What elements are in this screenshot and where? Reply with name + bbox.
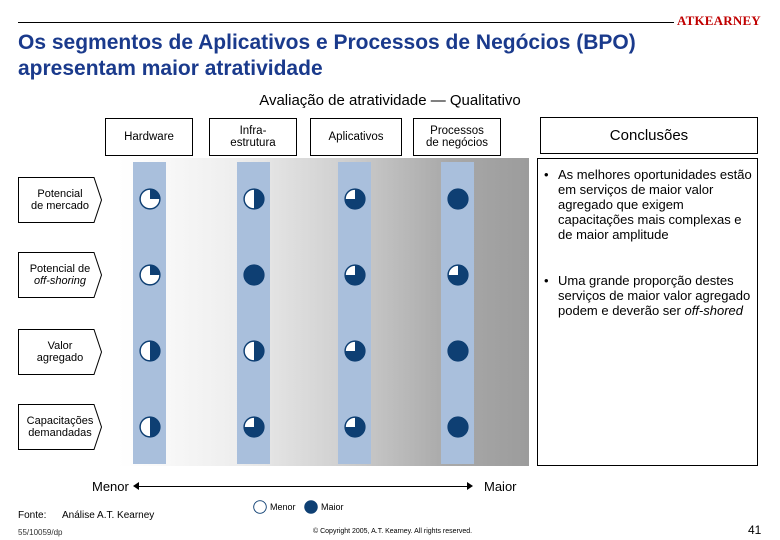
harvey-ball-icon [139, 264, 161, 286]
harvey-ball-icon [447, 340, 469, 362]
page-number: 41 [748, 523, 762, 537]
conclusion-text: Uma grande proporção destes serviços de maior valor agregado podem e deverão ser off-shored [558, 273, 751, 318]
row-label-off-shoring [18, 252, 102, 298]
row-label-valor-agregado [18, 329, 102, 375]
conclusions-box [537, 158, 758, 466]
legend-high-label: Maior [321, 502, 344, 512]
column-header-label: Infra- estrutura [230, 125, 276, 149]
company-logo: ATKEARNEY [677, 13, 761, 28]
harvey-ball-icon [447, 416, 469, 438]
document-code: 55/10059/dp [18, 528, 63, 537]
harvey-ball-icon [139, 416, 161, 438]
bullet-dot: • [544, 273, 549, 288]
harvey-ball-icon [243, 340, 265, 362]
source-value: Análise A.T. Kearney [62, 510, 155, 521]
column-header-hardware [105, 118, 193, 156]
row-label-text: Potencial de mercado [30, 188, 90, 212]
column-header-aplicativos [310, 118, 402, 156]
harvey-ball-icon [243, 188, 265, 210]
conclusion-bullet [544, 167, 754, 242]
harvey-ball-icon [447, 188, 469, 210]
header-rule [18, 22, 674, 23]
legend-empty-ball-icon [253, 500, 267, 514]
page-subtitle: Avaliação de atratividade — Qualitativo [259, 92, 521, 109]
attractiveness-axis [137, 486, 469, 487]
harvey-ball-icon [344, 188, 366, 210]
page-title: Os segmentos de Aplicativos e Processos de Negócios (BPO) apresentam maior atratividade [18, 31, 636, 80]
row-label-capacitacoes [18, 404, 102, 450]
harvey-ball-icon [139, 188, 161, 210]
bullet-dot: • [544, 167, 549, 182]
column-header-label: Processos de negócios [425, 125, 489, 149]
axis-label-high: Maior [484, 479, 517, 494]
column-header-label: Aplicativos [328, 131, 384, 143]
harvey-ball-icon [344, 340, 366, 362]
column-header-processos [413, 118, 501, 156]
row-label-potencial-mercado [18, 177, 102, 223]
row-label-text: Capacitações demandadas [26, 415, 94, 439]
conclusions-header: Conclusões [540, 117, 758, 154]
harvey-ball-icon [344, 416, 366, 438]
column-header-label: Hardware [124, 131, 174, 143]
arrow-right-icon [467, 482, 473, 490]
harvey-ball-icon [139, 340, 161, 362]
harvey-ball-icon [243, 264, 265, 286]
conclusion-bullet [544, 273, 754, 318]
source-label: Fonte: [18, 510, 47, 521]
legend-full-ball-icon [304, 500, 318, 514]
harvey-ball-icon [447, 264, 469, 286]
row-label-text: Potencial de off-shoring [29, 263, 91, 287]
harvey-ball-icon [243, 416, 265, 438]
legend-low-label: Menor [270, 502, 296, 512]
row-label-text: Valor agregado [36, 340, 84, 364]
harvey-ball-icon [344, 264, 366, 286]
column-header-infraestrutura [209, 118, 297, 156]
axis-label-low: Menor [92, 479, 129, 494]
conclusion-text: As melhores oportunidades estão em serviços de maior valor agregado que exigem capacitações mais complexas e de maior amplitude [558, 167, 752, 242]
copyright-notice: © Copyright 2005, A.T. Kearney. All rights reserved. [313, 528, 473, 535]
